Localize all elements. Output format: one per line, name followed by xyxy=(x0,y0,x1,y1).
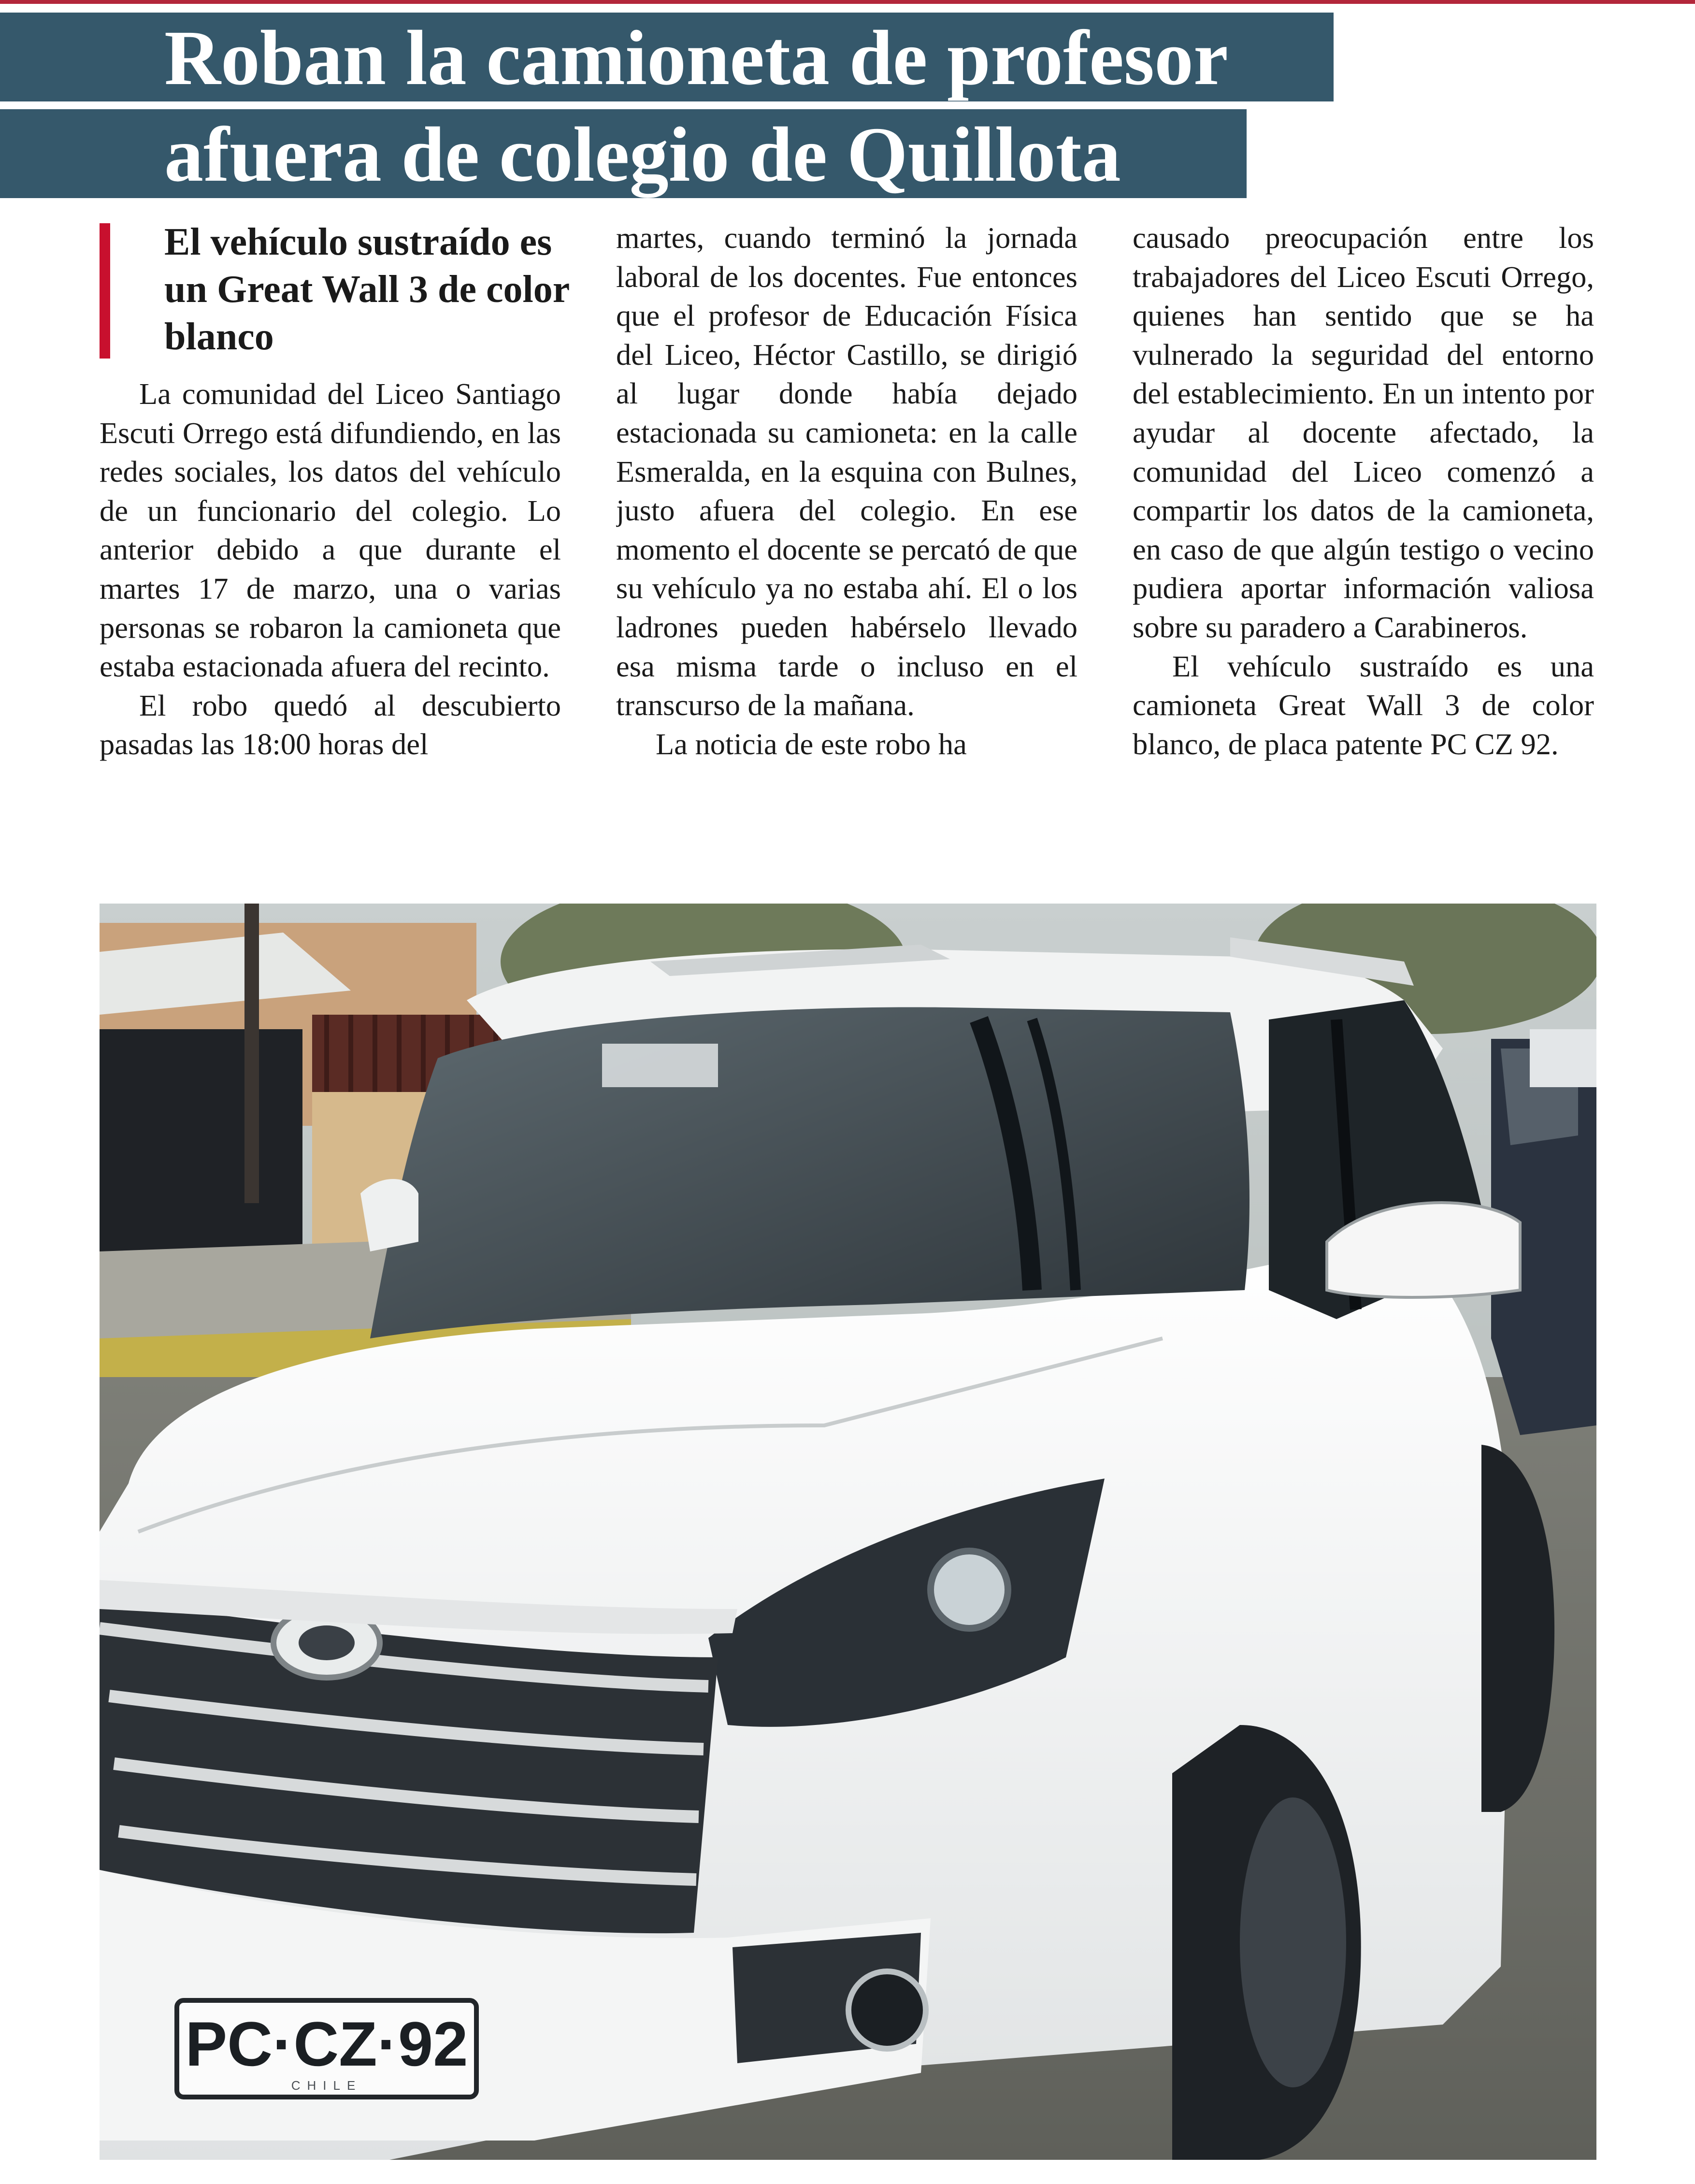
plate-country: CHILE xyxy=(291,2078,362,2093)
article-deck: El vehículo sustraído es un Great Wall 3 de color blanco xyxy=(164,221,569,358)
paragraph: martes, cuando terminó la jornada laboral de los docentes. Fue entonces que el profesor de Educación Física del Liceo, Héctor Castillo, se dirigió al lugar donde había dejado estacionada su camioneta: en la calle Esmeralda, en la esquina con Bulnes, justo afuera del colegio. En ese momento el docente se percató de que su vehículo ya no estaba ahí. El o los ladrones pueden habérselo llevado esa misma tarde o incluso en el transcurso de la mañana. xyxy=(616,221,1077,722)
headline-line-2: afuera de colegio de Quillota xyxy=(164,112,1121,198)
headline-bar-line-2 xyxy=(0,109,1247,198)
stolen-truck-photo xyxy=(100,904,1596,2160)
paragraph: La noticia de este robo ha xyxy=(656,727,967,761)
paragraph: causado preocupación entre los trabajadores del Liceo Escuti Orrego, quienes han sentido que se ha vulnerado la seguridad del entorno del establecimiento. En un intento por ayudar al docente afectado, la comunidad del Liceo comenzó a compartir los datos de la camioneta, en caso de que algún testigo o vecino pudiera aportar información valiosa sobre su paradero a Carabineros. xyxy=(1133,221,1594,644)
headline-line-1: Roban la camioneta de profesor xyxy=(164,15,1228,101)
paragraph: La comunidad del Liceo Santiago Escuti Orrego está difundiendo, en las redes sociales, los datos del vehículo de un funcionario del colegio. Lo anterior debido a que durante el martes 17 de marzo, una o varias personas se robaron la camioneta que estaba estacionada afuera del recinto. xyxy=(100,377,561,684)
deck-accent-bar xyxy=(100,223,110,359)
paragraph: El vehículo sustraído es una camioneta Great Wall 3 de color blanco, de placa patente PC CZ 92. xyxy=(1133,649,1594,761)
text-column-2 xyxy=(616,218,1077,880)
headline-bar-line-1 xyxy=(0,13,1334,101)
top-rule xyxy=(0,0,1695,4)
paragraph: El robo quedó al descubierto pasadas las 18:00 horas del xyxy=(100,688,561,762)
plate-text: PC·CZ·92 xyxy=(185,2009,468,2079)
truck-illustration xyxy=(100,904,1596,2160)
license-plate xyxy=(177,2000,476,2097)
text-column-1 xyxy=(100,374,561,882)
text-column-3 xyxy=(1133,218,1594,880)
